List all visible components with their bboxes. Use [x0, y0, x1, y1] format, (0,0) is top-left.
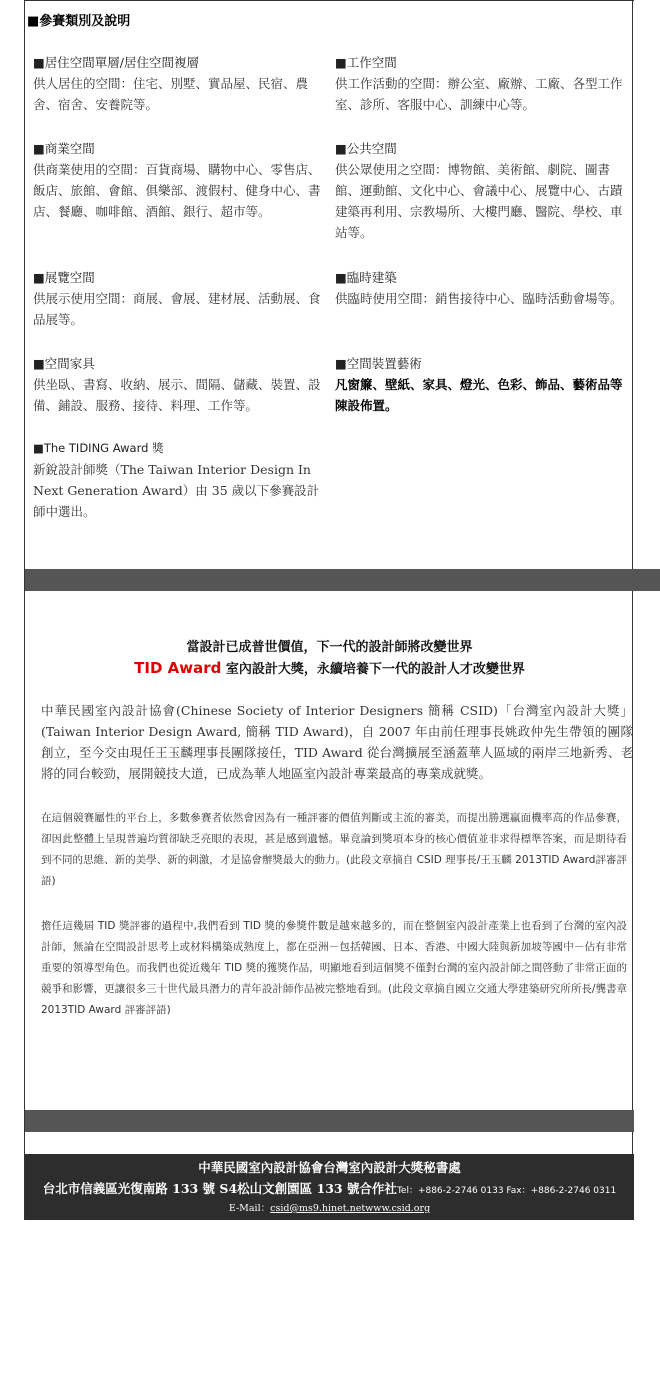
- category-title: ■The TIDING Award 獎: [33, 441, 164, 455]
- category-public: [335, 138, 629, 243]
- category-furniture: [33, 353, 321, 416]
- section-title: ■參賽類別及說明: [27, 14, 131, 29]
- separator-bar-extension: [633, 569, 660, 591]
- category-desc: 供坐臥、書寫、收納、展示、間隔、儲藏、裝置、設備、鋪設、服務、接待、料理、工作等。: [33, 377, 321, 413]
- footer-email-label: E-Mail：: [228, 1203, 271, 1214]
- separator-bar-2: [25, 1110, 634, 1132]
- category-desc: 新銳設計師獎（The Taiwan Interior Design In Next Generation Award）由 35 歲以下參賽設計師中選出。: [33, 462, 320, 519]
- category-desc: 供展示使用空間：商展、會展、建材展、活動展、食品展等。: [33, 291, 321, 327]
- category-title: ■空間裝置藝術: [335, 356, 422, 371]
- category-installation-art: [335, 353, 629, 416]
- quote-paragraph-2: 擔任這幾屆 TID 獎評審的過程中,我們看到 TID 獎的參獎件數是越來越多的，而在整個室內設計產業上也看到了台灣的室內設計師，無論在空間設計思考上或材料構築成熟度上，都在亞洲－包括韓國、日本、香港、中國大陸與新加坡等國中－佔有非常重要的領導型角色。而我們也從近幾年 TID 獎的獲獎作品，明顯地看到這個獎不僅對台灣的室內設計師之間啓動了非常正面的競爭和影響，更讓很多三十世代最具潛力的青年設計師作品被完整地看到。(此段文章摘自國立交通大學建築研究所所長/龔書章 2013TID Award 評審評語): [41, 920, 627, 1016]
- category-residential: [33, 52, 321, 115]
- category-title: ■空間家具: [33, 356, 95, 371]
- category-workspace: [335, 52, 629, 115]
- footer-email-link[interactable]: csid@ms9.hinet.netwww.csid.org: [270, 1203, 431, 1214]
- tid-award-label: TID Award: [134, 659, 222, 677]
- category-desc: 供公眾使用之空間：博物館、美術館、劇院、圖書館、運動館、文化中心、會議中心、展覽中心、古蹟建築再利用、宗教場所、大樓門廳、醫院、學校、車站等。: [335, 162, 623, 240]
- footer: [25, 1154, 634, 1220]
- category-title: ■展覽空間: [33, 270, 95, 285]
- document-page: [24, 0, 633, 1220]
- intro-paragraph: 中華民國室內設計協會(Chinese Society of Interior Designers 簡稱 CSID)「台灣室內設計大獎」(Taiwan Interior Design Award, 簡稱 TID Award)，自 2007 年由前任理事長姚政仲先生帶領的團隊創立，至今交由現任王玉麟理事長團隊接任，TID Award 從台灣擴展至涵蓋華人區域的兩岸三地新秀、老將的同台較勁，展開競技大道，已成為華人地區室內設計專業最高的專業成就獎。: [41, 703, 633, 781]
- category-title: ■臨時建築: [335, 270, 397, 285]
- category-desc: 供商業使用的空間：百貨商場、購物中心、零售店、飯店、旅館、會館、俱樂部、渡假村、健身中心、書店、餐廳、咖啡館、酒館、銀行、超市等。: [33, 162, 321, 219]
- category-desc: 供臨時使用空間：銷售接待中心、臨時活動會場等。: [335, 291, 623, 306]
- footer-contact: Tel：+886-2-2746 0133 Fax：+886-2-2746 0311: [396, 1186, 617, 1196]
- category-desc: 供工作活動的空間：辦公室、廠辦、工廠、各型工作室、診所、客服中心、訓練中心等。: [335, 76, 623, 112]
- category-exhibition: [33, 267, 321, 330]
- category-title: ■公共空間: [335, 141, 397, 156]
- footer-org: 中華民國室內設計協會台灣室內設計大獎秘書處: [198, 1160, 461, 1175]
- top-border: [25, 0, 634, 1]
- category-title: ■商業空間: [33, 141, 95, 156]
- headline-line2: [25, 658, 634, 677]
- category-tiding-award: [33, 438, 321, 522]
- footer-address-line: [25, 1179, 634, 1197]
- footer-address: 台北市信義區光復南路 133 號 S4松山文創園區 133 號合作社: [42, 1181, 397, 1196]
- headline-line1: 當設計已成普世價值，下一代的設計師將改變世界: [186, 640, 473, 655]
- headline-line2-text: 室內設計大獎，永續培養下一代的設計人才改變世界: [221, 662, 525, 677]
- category-title: ■工作空間: [335, 55, 397, 70]
- category-commercial: [33, 138, 321, 222]
- category-temporary: [335, 267, 629, 309]
- separator-bar: [25, 569, 634, 591]
- footer-email-line: [25, 1200, 634, 1214]
- quote-paragraph-1: 在這個競賽屬性的平台上，多數參賽者依然會因為有一種評審的價值判斷或主流的審美，而提出勝選贏面機率高的作品參賽，卻因此整體上呈現普遍均質卻缺乏亮眼的表現，甚是感到遺憾。畢竟論到獎項本身的核心價值並非求得標準答案，而是期待看到不同的思維、新的美學、新的刺激，才是協會辦獎最大的動力。(此段文章摘自 CSID 理事長/王玉麟 2013TID Award評審評語): [41, 812, 627, 887]
- category-title: ■居住空間單層/居住空間複層: [33, 55, 200, 70]
- category-desc: 供人居住的空間：住宅、別墅、實品屋、民宿、農舍、宿舍、安養院等。: [33, 76, 309, 112]
- category-desc: 凡窗簾、壁紙、家具、燈光、色彩、飾品、藝術品等陳設佈置。: [335, 377, 623, 413]
